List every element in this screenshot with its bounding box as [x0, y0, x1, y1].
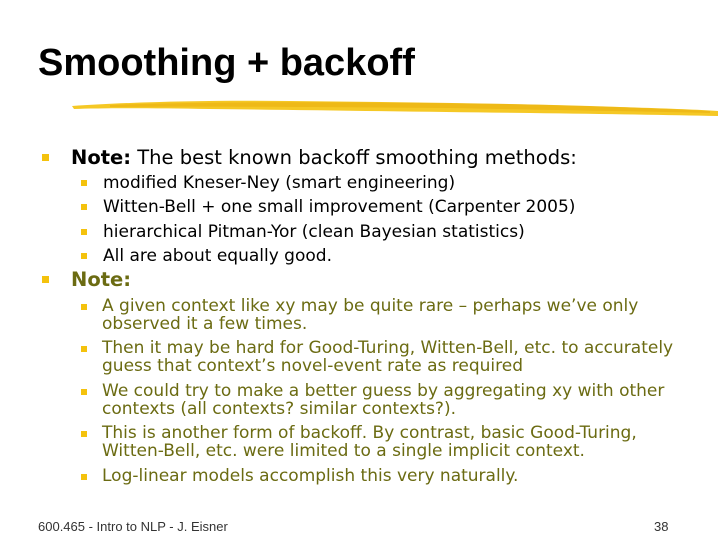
section2-item: Then it may be hard for Good-Turing, Witten-Bell, etc. to accurately guess that context’s novel-event rate as required: [81, 340, 701, 375]
slide-number: 38: [654, 519, 669, 534]
bullet-icon: [81, 389, 87, 395]
section1-item: hierarchical Pitman-Yor (clean Bayesian statistics): [81, 222, 525, 242]
brushstroke-underline-decoration: [70, 94, 720, 120]
note-label: Note:: [71, 268, 132, 291]
bullet-icon: [81, 474, 87, 480]
bullet-icon: [81, 180, 87, 186]
bullet-icon: [81, 253, 87, 259]
section2-item: Log-linear models accomplish this very naturally.: [81, 468, 701, 486]
note-label: Note:: [71, 146, 132, 169]
section2-item: This is another form of backoff. By contrast, basic Good-Turing, Witten-Bell, etc. were limited to a single implicit context.: [81, 425, 701, 460]
slide-title: Smoothing + backoff: [38, 42, 415, 84]
section1-heading: [42, 146, 577, 169]
section1-item: All are about equally good.: [81, 246, 332, 266]
section2-item: We could try to make a better guess by aggregating xy with other contexts (all contexts? similar contexts?).: [81, 383, 701, 418]
section2-item: A given context like xy may be quite rare – perhaps we’ve only observed it a few times.: [81, 298, 701, 333]
section1-text: The best known backoff smoothing methods:: [131, 146, 577, 169]
bullet-icon: [81, 204, 87, 210]
bullet-icon: [81, 431, 87, 437]
section2-heading: [42, 268, 131, 291]
section1-item: Witten-Bell + one small improvement (Carpenter 2005): [81, 197, 575, 217]
bullet-icon: [42, 276, 49, 283]
bullet-icon: [81, 304, 87, 310]
section1-item: modified Kneser-Ney (smart engineering): [81, 173, 455, 193]
bullet-icon: [42, 154, 49, 161]
bullet-icon: [81, 229, 87, 235]
footer-course-label: 600.465 - Intro to NLP - J. Eisner: [38, 519, 228, 534]
bullet-icon: [81, 346, 87, 352]
